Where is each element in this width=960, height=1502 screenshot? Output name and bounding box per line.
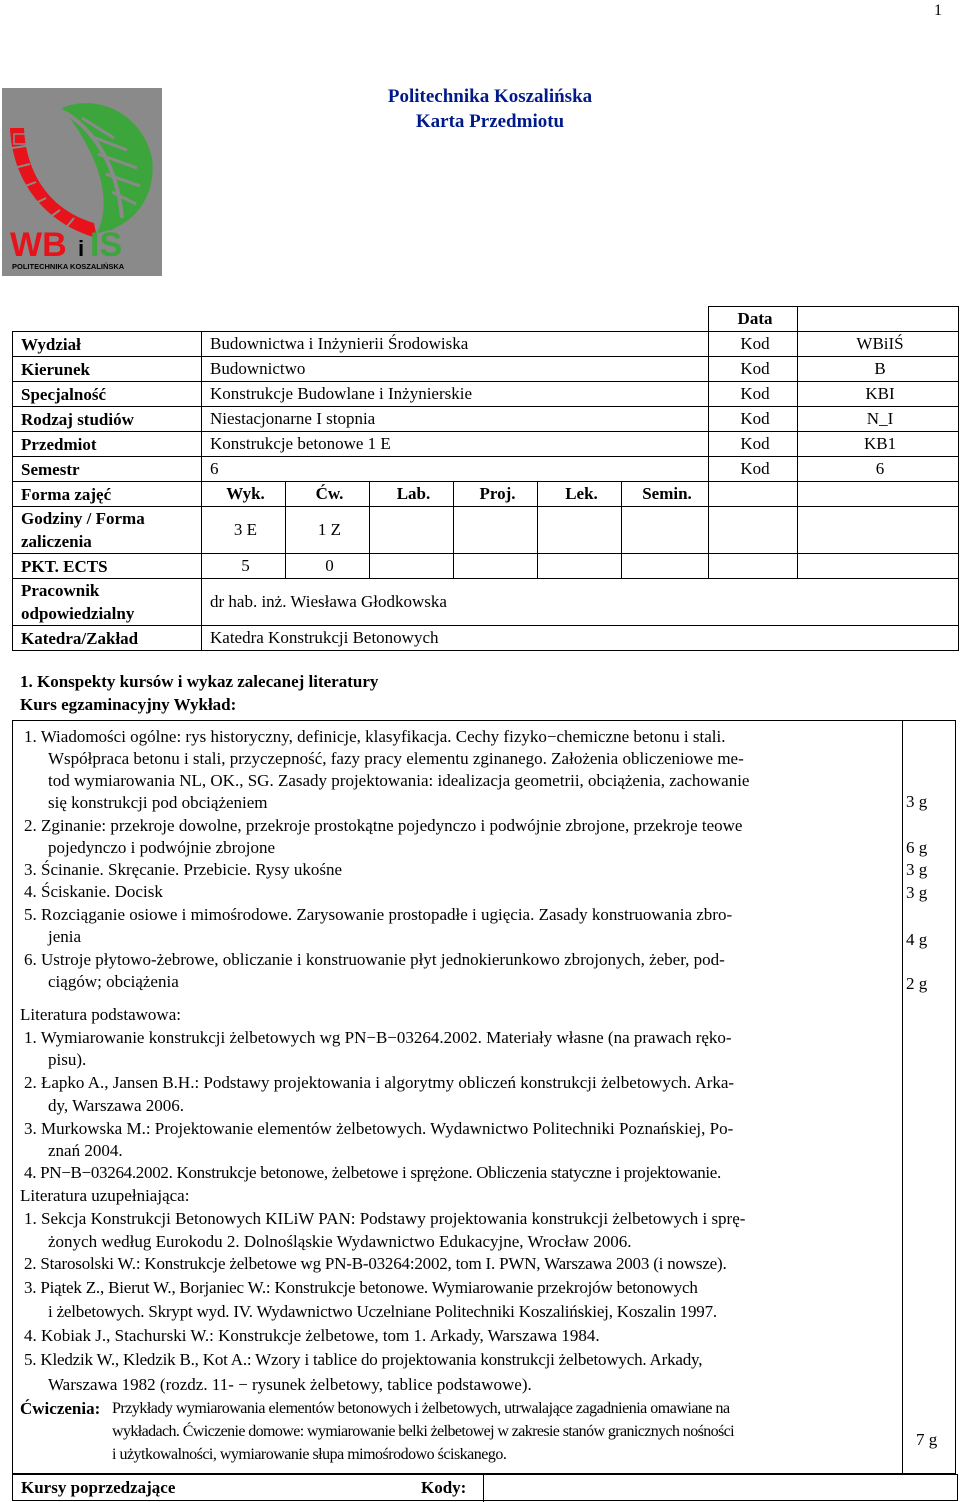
ects-row: [13, 554, 959, 579]
row-label: Kierunek: [13, 357, 202, 382]
lit-line: 3. Murkowska M.: Projektowanie elementów żelbetowych. Wydawnictwo Politechniki Poznańskiej, Po-: [24, 1119, 734, 1138]
lit-line: Warszawa 1982 (rozdz. 11- − rysunek żelbetowy, tablice podstawowe).: [48, 1375, 532, 1394]
row-value: Budownictwo: [202, 357, 709, 382]
cwiczenia-label: Ćwiczenia:: [20, 1399, 101, 1418]
forma-row: [13, 482, 959, 507]
document-title: Karta Przedmiotu: [415, 111, 565, 132]
table-row: [13, 332, 959, 357]
kody-label: Kody:: [421, 1478, 467, 1497]
table-row: [13, 382, 959, 407]
lit-line: pisu).: [48, 1050, 87, 1069]
table-row: [13, 357, 959, 382]
lecture-line: pojedynczo i podwójnie zbrojone: [48, 838, 276, 857]
pracownik-row: [13, 579, 959, 626]
lit-line: 2. Starosolski W.: Konstrukcje żelbetowe wg PN-B-03264:2002, tom I. PWN, Warszawa 2003 (i nowsze).: [24, 1254, 727, 1273]
lecture-line: jenia: [48, 927, 82, 946]
kod-value: KB1: [798, 432, 959, 457]
institution-title: Politechnika Koszalińska: [387, 86, 593, 107]
lecture-line: tod wymiarowania NL, OK., SG. Zasady projektowania: idealizacja geometrii, obciążenia, zachowanie: [48, 771, 750, 790]
row-value: Konstrukcje betonowe 1 E: [202, 432, 709, 457]
col-lab: Lab.: [370, 482, 454, 507]
lecture-line: Współpraca betonu i stali, przyczepność, fazy pracy elementu zginanego. Założenia obliczeniowe me-: [48, 749, 744, 768]
hours-value: 4 g: [906, 930, 928, 949]
kod-value: B: [798, 357, 959, 382]
kod-label: Kod: [709, 357, 798, 382]
lecture-line: 2. Zginanie: przekroje dowolne, przekroje prostokątne pojedynczo i podwójnie zbrojone, przekroje teowe: [24, 816, 743, 835]
godziny-label: Godziny / Forma zaliczenia: [13, 507, 202, 554]
university-logo: [2, 88, 162, 276]
godziny-wyk: 3 E: [202, 507, 286, 554]
col-cw: Ćw.: [286, 482, 370, 507]
ects-cw: 0: [286, 554, 370, 579]
lecture-line: 5. Rozciąganie osiowe i mimośrodowe. Zarysowanie prostopadłe i ugięcia. Zasady konstruowania zbro-: [24, 905, 733, 924]
row-value: Niestacjonarne I stopnia: [202, 407, 709, 432]
kod-value: KBI: [798, 382, 959, 407]
row-label: Specjalność: [13, 382, 202, 407]
pracownik-label: Pracownik odpowiedzialny: [13, 579, 202, 626]
cwiczenia-line: Przykłady wymiarowania elementów betonowych i żelbetowych, utrwalające zagadnienia omawiane na: [112, 1400, 730, 1417]
kod-value: 6: [798, 457, 959, 482]
lit-line: żonych według Eurokodu 2. Dolnośląskie Wydawnictwo Edukacyjne, Wrocław 2006.: [48, 1232, 632, 1251]
prereq-label: Kursy poprzedzające: [21, 1478, 176, 1497]
col-wyk: Wyk.: [202, 482, 286, 507]
kod-value: WBiIŚ: [798, 332, 959, 357]
hours-value: 3 g: [906, 883, 928, 902]
table-row: [13, 407, 959, 432]
lecture-line: 6. Ustroje płytowo-żebrowe, obliczanie i konstruowanie płyt jednokierunkowo zbrojonych, żeber, pod-: [24, 950, 725, 969]
lit-line: 3. Piątek Z., Bierut W., Borjaniec W.: Konstrukcje betonowe. Wymiarowanie przekrojów betonowych: [24, 1278, 698, 1297]
kod-value: N_I: [798, 407, 959, 432]
kod-label: Kod: [709, 432, 798, 457]
lit-line: 4. Kobiak J., Stachurski W.: Konstrukcje żelbetowe, tom 1. Arkady, Warszawa 1984.: [24, 1326, 600, 1345]
katedra-label: Katedra/Zakład: [13, 626, 202, 651]
svg-text:WB: WB: [10, 226, 67, 264]
course-type-label: Kurs egzaminacyjny Wykład:: [20, 695, 237, 714]
pracownik-value: dr hab. inż. Wiesława Głodkowska: [202, 579, 959, 626]
row-label: Rodzaj studiów: [13, 407, 202, 432]
cwiczenia-line: wykładach. Ćwiczenie domowe: wymiarowanie belki żelbetowej w zakresie stanów granicznych nośności: [112, 1423, 735, 1440]
table-row: [13, 432, 959, 457]
godziny-row: [13, 507, 959, 554]
lit-line: dy, Warszawa 2006.: [48, 1096, 185, 1115]
lit-basic-label: Literatura podstawowa:: [20, 1005, 181, 1024]
course-metadata-table: [12, 306, 959, 651]
katedra-row: [13, 626, 959, 651]
kod-label: Kod: [709, 407, 798, 432]
lit-line: 1. Wymiarowanie konstrukcji żelbetowych wg PN−B−03264.2002. Materiały własne (na prawach ręko-: [24, 1028, 732, 1047]
lecture-line: 4. Ściskanie. Docisk: [24, 882, 163, 901]
hours-column-divider: [902, 720, 903, 1474]
lit-extra-label: Literatura uzupełniająca:: [20, 1186, 190, 1205]
katedra-value: Katedra Konstrukcji Betonowych: [202, 626, 959, 651]
lit-line: 2. Łapko A., Jansen B.H.: Podstawy projektowania i algorytmy obliczeń konstrukcji żelbetowych. Arka-: [24, 1073, 735, 1092]
hours-value: 2 g: [906, 974, 928, 993]
logo-graphic: [2, 88, 162, 276]
lit-line: 5. Kledzik W., Kledzik B., Kot A.: Wzory i tablice do projektowania konstrukcji żelbetowych. Arkady,: [24, 1350, 703, 1369]
forma-label: Forma zajęć: [13, 482, 202, 507]
hours-value: 3 g: [906, 860, 928, 879]
cwiczenia-line: i użytkowalności, wymiarowanie słupa mimośrodowo ściskanego.: [112, 1446, 507, 1463]
godziny-cw: 1 Z: [286, 507, 370, 554]
row-value: 6: [202, 457, 709, 482]
data-row: [13, 307, 959, 332]
kod-label: Kod: [709, 332, 798, 357]
footer-divider: [483, 1475, 484, 1502]
kod-label: Kod: [709, 382, 798, 407]
row-label: Wydział: [13, 332, 202, 357]
row-value: Budownictwa i Inżynierii Środowiska: [202, 332, 709, 357]
kod-label: Kod: [709, 457, 798, 482]
lecture-line: 3. Ścinanie. Skręcanie. Przebicie. Rysy ukośne: [24, 860, 342, 879]
lit-line: znań 2004.: [48, 1141, 123, 1160]
hours-value: 6 g: [906, 838, 928, 857]
lecture-line: się konstrukcji pod obciążeniem: [48, 793, 268, 812]
col-semin: Semin.: [622, 482, 709, 507]
lit-line: 1. Sekcja Konstrukcji Betonowych KILiW PAN: Podstawy projektowania konstrukcji żelbetowych i sprę-: [24, 1209, 746, 1228]
lecture-line: 1. Wiadomości ogólne: rys historyczny, definicje, klasyfikacja. Cechy fizyko−chemiczne betonu i stali.: [24, 727, 726, 746]
row-label: Przedmiot: [13, 432, 202, 457]
col-lek: Lek.: [538, 482, 622, 507]
hours-value: 7 g: [916, 1430, 938, 1449]
ects-label: PKT. ECTS: [13, 554, 202, 579]
row-value: Konstrukcje Budowlane i Inżynierskie: [202, 382, 709, 407]
svg-text:IŚ: IŚ: [90, 226, 123, 264]
page-number: 1: [934, 2, 942, 19]
table-row: [13, 457, 959, 482]
ects-wyk: 5: [202, 554, 286, 579]
lecture-line: ciągów; obciążenia: [48, 972, 179, 991]
section-heading: 1. Konspekty kursów i wykaz zalecanej literatury: [20, 672, 379, 691]
lit-line: 4. PN−B−03264.2002. Konstrukcje betonowe, żelbetowe i sprężone. Obliczenia statyczne i projektowanie.: [24, 1163, 722, 1182]
lit-line: i żelbetowych. Skrypt wyd. IV. Wydawnictwo Uczelniane Politechniki Koszalińskiej, Koszalin 1997.: [48, 1302, 717, 1321]
col-proj: Proj.: [454, 482, 538, 507]
row-label: Semestr: [13, 457, 202, 482]
hours-value: 3 g: [906, 792, 928, 811]
data-label: Data: [709, 307, 798, 332]
logo-subtext: POLITECHNIKA KOSZALIŃSKA: [12, 262, 125, 271]
svg-text:i: i: [78, 236, 85, 261]
prerequisites-row: [12, 1474, 958, 1501]
